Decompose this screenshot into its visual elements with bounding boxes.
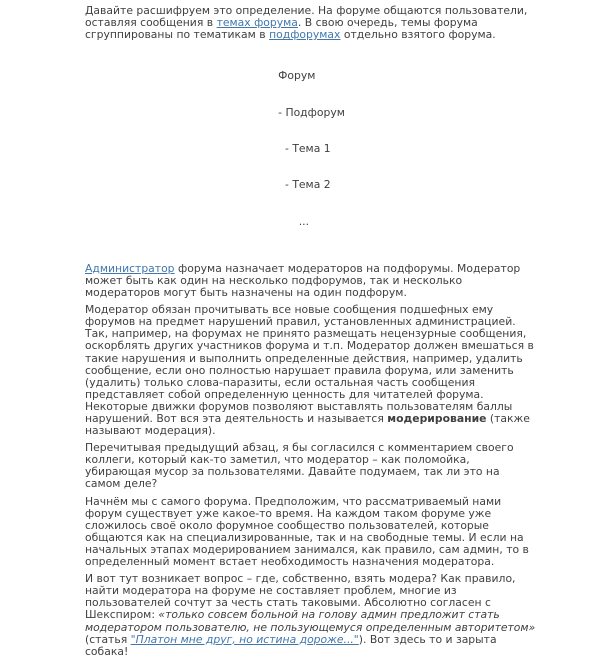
text-segment: Модератор обязан прочитывать все новые сообщения подшефных ему форумов на предмет нарушений правил, установленных администрацией. Так, например, на форумах не принято размещать нецензурные сообщения, оскорблять других участников форума и т.п. Модератор должен вмешаться в такие нарушения и выполнить определенные действия, например, удалить сообщение, если оно полностью нарушает правила форума, или заменить (удалить) только слова-паразиты, если остальная часть сообщения представляет собой определенную ценность для читателей форума. Некоторые движки форумов позволяют выставлять пользователям баллы нарушений. Вот вся эта деятельность и называется bbox=[85, 303, 534, 425]
link-subforums[interactable]: подфорумах bbox=[269, 28, 341, 42]
text-segment: Давайте расшифруем это определение. На форуме общаются пользователи, оставляя сообщения в bbox=[85, 4, 528, 30]
moderation-term-bold: модерирование bbox=[387, 412, 487, 425]
text-segment: Начнём мы с самого форума. Предположим, что рассматриваемый нами форум существует уже какое-то время. На каждом таком форуме уже сложилось своё около форумное сообщество пользователей, которые общаются как на специализированные, так и на свободные темы. И если на начальных этапах модерированием занимался, как правило, сам админ, то в определенный момент встает необходимость назначения модератора. bbox=[85, 494, 529, 569]
link-administrator[interactable]: Администратор bbox=[85, 261, 175, 275]
text-segment: форума назначает модераторов на подфорумы. Модератор может быть как один на несколько подфорумов, так и несколько модераторов могут быть назначены на один подфорум. bbox=[85, 261, 521, 300]
link-forum-topics[interactable]: темах форума bbox=[216, 16, 298, 30]
paragraph-moderator-duties bbox=[85, 304, 538, 437]
text-segment: отдельно взятого форума. bbox=[340, 28, 496, 42]
tree-line-forum: Форум bbox=[278, 69, 316, 83]
quote-italic: «только совсем больной на голову админ предложит стать модератором пользователю, не пользующемуся определенным авторитетом» bbox=[85, 608, 536, 634]
tree-line-subforum: - Подфорум bbox=[278, 105, 345, 119]
text-segment: И вот тут возникает вопрос – где, собственно, взять модера? Как правило, найти модератора на форуме не составляет проблем, многие из пользователей сочтут за честь стать таковыми. Абсолютно согласен с Шекспиром: bbox=[85, 572, 516, 622]
text-segment: Перечитывая предыдущий абзац, я бы согласился с комментарием своего коллеги, который как-то заметил, что модератор – как поломойка, убирающая мусор за пользователями. Давайте подумаем, так ли это на самом деле? bbox=[85, 441, 514, 491]
paragraph-admin-assigns bbox=[85, 263, 538, 299]
paragraph-rereading-remark bbox=[85, 442, 538, 490]
tree-line-topic-2: - Тема 2 bbox=[278, 178, 331, 192]
text-segment: . В свою очередь, темы форума сгруппированы по тематикам в bbox=[85, 16, 478, 42]
forum-structure-tree bbox=[278, 46, 345, 252]
tree-line-ellipsis: ... bbox=[278, 214, 310, 228]
text-segment: (также называют модерация). bbox=[85, 412, 530, 438]
text-segment: ). Вот здесь то и зарыта собака! bbox=[85, 632, 497, 658]
paragraph-forum-community bbox=[85, 496, 538, 569]
paragraph-definition bbox=[85, 5, 538, 41]
paragraph-where-to-find-moderator bbox=[85, 573, 538, 658]
tree-line-topic-1: - Тема 1 bbox=[278, 142, 331, 156]
link-platon-article[interactable]: "Платон мне друг, но истина дороже..." bbox=[130, 632, 359, 646]
text-segment: (статья bbox=[85, 632, 131, 646]
